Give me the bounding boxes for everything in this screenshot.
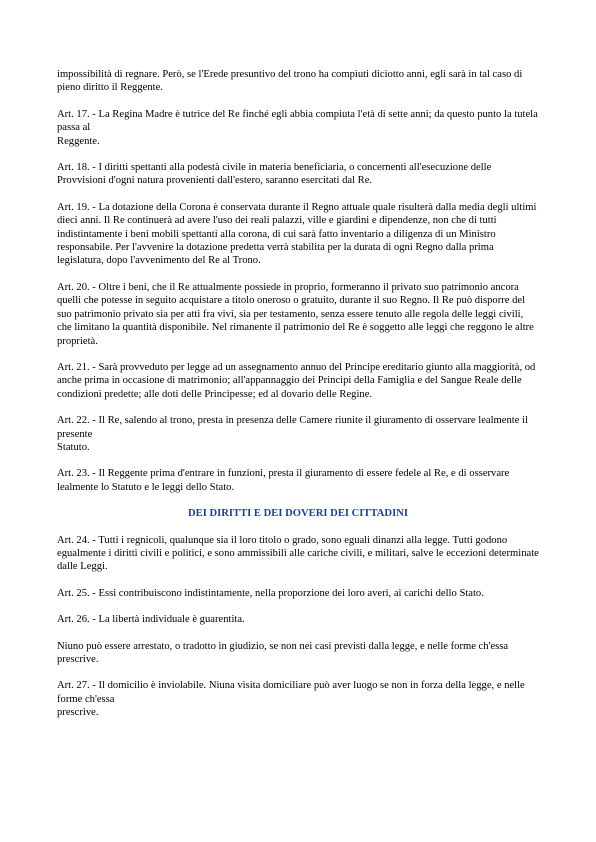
paragraph-line: Art. 18. - I diritti spettanti alla podestà civile in materia beneficiaria, o concernenti all'esecuzione delle Provvisioni d'ogni natura provenienti dall'estero, saranno esercitati dal Re. — [57, 162, 492, 187]
article-paragraph — [57, 201, 539, 268]
section-heading: DEI DIRITTI E DEI DOVERI DEI CITTADINI — [188, 508, 408, 520]
paragraph-line: Art. 23. - Il Reggente prima d'entrare in funzioni, presta il giuramento di essere fedele al Re, e di osservare lealmente lo Statuto e le leggi dello Stato. — [57, 468, 510, 493]
document-page — [57, 68, 539, 733]
article-paragraph — [57, 281, 539, 348]
paragraph-line: Art. 24. - Tutti i regnicoli, qualunque sia il loro titolo o grado, sono eguali dinanzi alla legge. Tutti godono egualmente i diritti civili e politici, e sono ammissibili alle cariche civili, e militari, salve le eccezioni determinate dalle Leggi. — [57, 534, 539, 573]
paragraph-line: impossibilità di regnare. Però, se l'Erede presuntivo del trono ha compiuti diciotto anni, egli sarà in tal caso di pieno diritto il Reggente. — [57, 69, 523, 94]
article-paragraph — [57, 161, 539, 188]
paragraph-line: Art. 26. - La libertà individuale è guarentita. — [57, 614, 245, 626]
paragraph-line: Art. 22. - Il Re, salendo al trono, presta in presenza delle Camere riunite il giuramento di osservare lealmente il presente — [57, 415, 528, 440]
paragraph-line: Art. 20. - Oltre i beni, che il Re attualmente possiede in proprio, formeranno il privato suo patrimonio ancora quelli che potesse in seguito acquistare a titolo oneroso o gratuito, durante il suo Regno. Il Re può disporre del suo patrimonio privato sia per atti fra vivi, sia per testamento, senza essere tenuto alle regola delle leggi civili, che limitano la quantità disponibile. Nel rimanente il patrimonio del Re è soggetto alle leggi che reggono le altre proprietà. — [57, 281, 534, 347]
article-paragraph — [57, 414, 539, 454]
article-paragraph — [57, 679, 539, 719]
paragraph-line: prescrive. — [57, 707, 99, 719]
article-paragraph — [57, 534, 539, 574]
articles-section-after — [57, 534, 539, 720]
article-paragraph — [57, 587, 539, 600]
paragraph-line: Art. 25. - Essi contribuiscono indistintamente, nella proporzione dei loro averi, ai carichi dello Stato. — [57, 587, 484, 599]
paragraph-line: Art. 17. - La Regina Madre è tutrice del Re finché egli abbia compiuta l'età di sette anni; da questo punto la tutela passa al — [57, 108, 538, 134]
article-paragraph — [57, 108, 539, 148]
article-paragraph — [57, 640, 539, 667]
paragraph-line: Art. 27. - Il domicilio è inviolabile. Niuna visita domiciliare può aver luogo se non in forza della legge, e nelle forme ch'essa — [57, 680, 525, 705]
paragraph-line: Statuto. — [57, 441, 90, 453]
paragraph-line: Art. 19. - La dotazione della Corona è conservata durante il Regno attuale quale risulterà dalla media degli ultimi dieci anni. Il Re continuerà ad avere l'uso dei reali palazzi, ville e giardini e dipendenze, non che di tutti indistintamente i beni mobili spettanti alla corona, di cui sarà fatto inventario a diligenza di un Ministro responsabile. Per l'avvenire la dotazione predetta verrà stabilita per la durata di ogni Regno dalla prima legislatura, dopo l'avvenimento del Re al Trono. — [57, 201, 537, 267]
article-paragraph — [57, 467, 539, 494]
paragraph-line: Art. 21. - Sarà provveduto per legge ad un assegnamento annuo del Principe ereditario giunto alla maggiorità, od anche prima in occasione di matrimonio; all'appannaggio dei Principi della Famiglia e del Sangue Reale delle condizioni predette; alle doti delle Principesse; ed al dovario delle Regine. — [57, 361, 536, 400]
paragraph-line: Niuno può essere arrestato, o tradotto in giudizio, se non nei casi previsti dalla legge, e nelle forme ch'essa prescrive. — [57, 640, 509, 665]
article-paragraph — [57, 613, 539, 626]
articles-section-before — [57, 68, 539, 494]
article-paragraph — [57, 68, 539, 95]
paragraph-line: Reggente. — [57, 135, 100, 147]
article-paragraph — [57, 361, 539, 401]
